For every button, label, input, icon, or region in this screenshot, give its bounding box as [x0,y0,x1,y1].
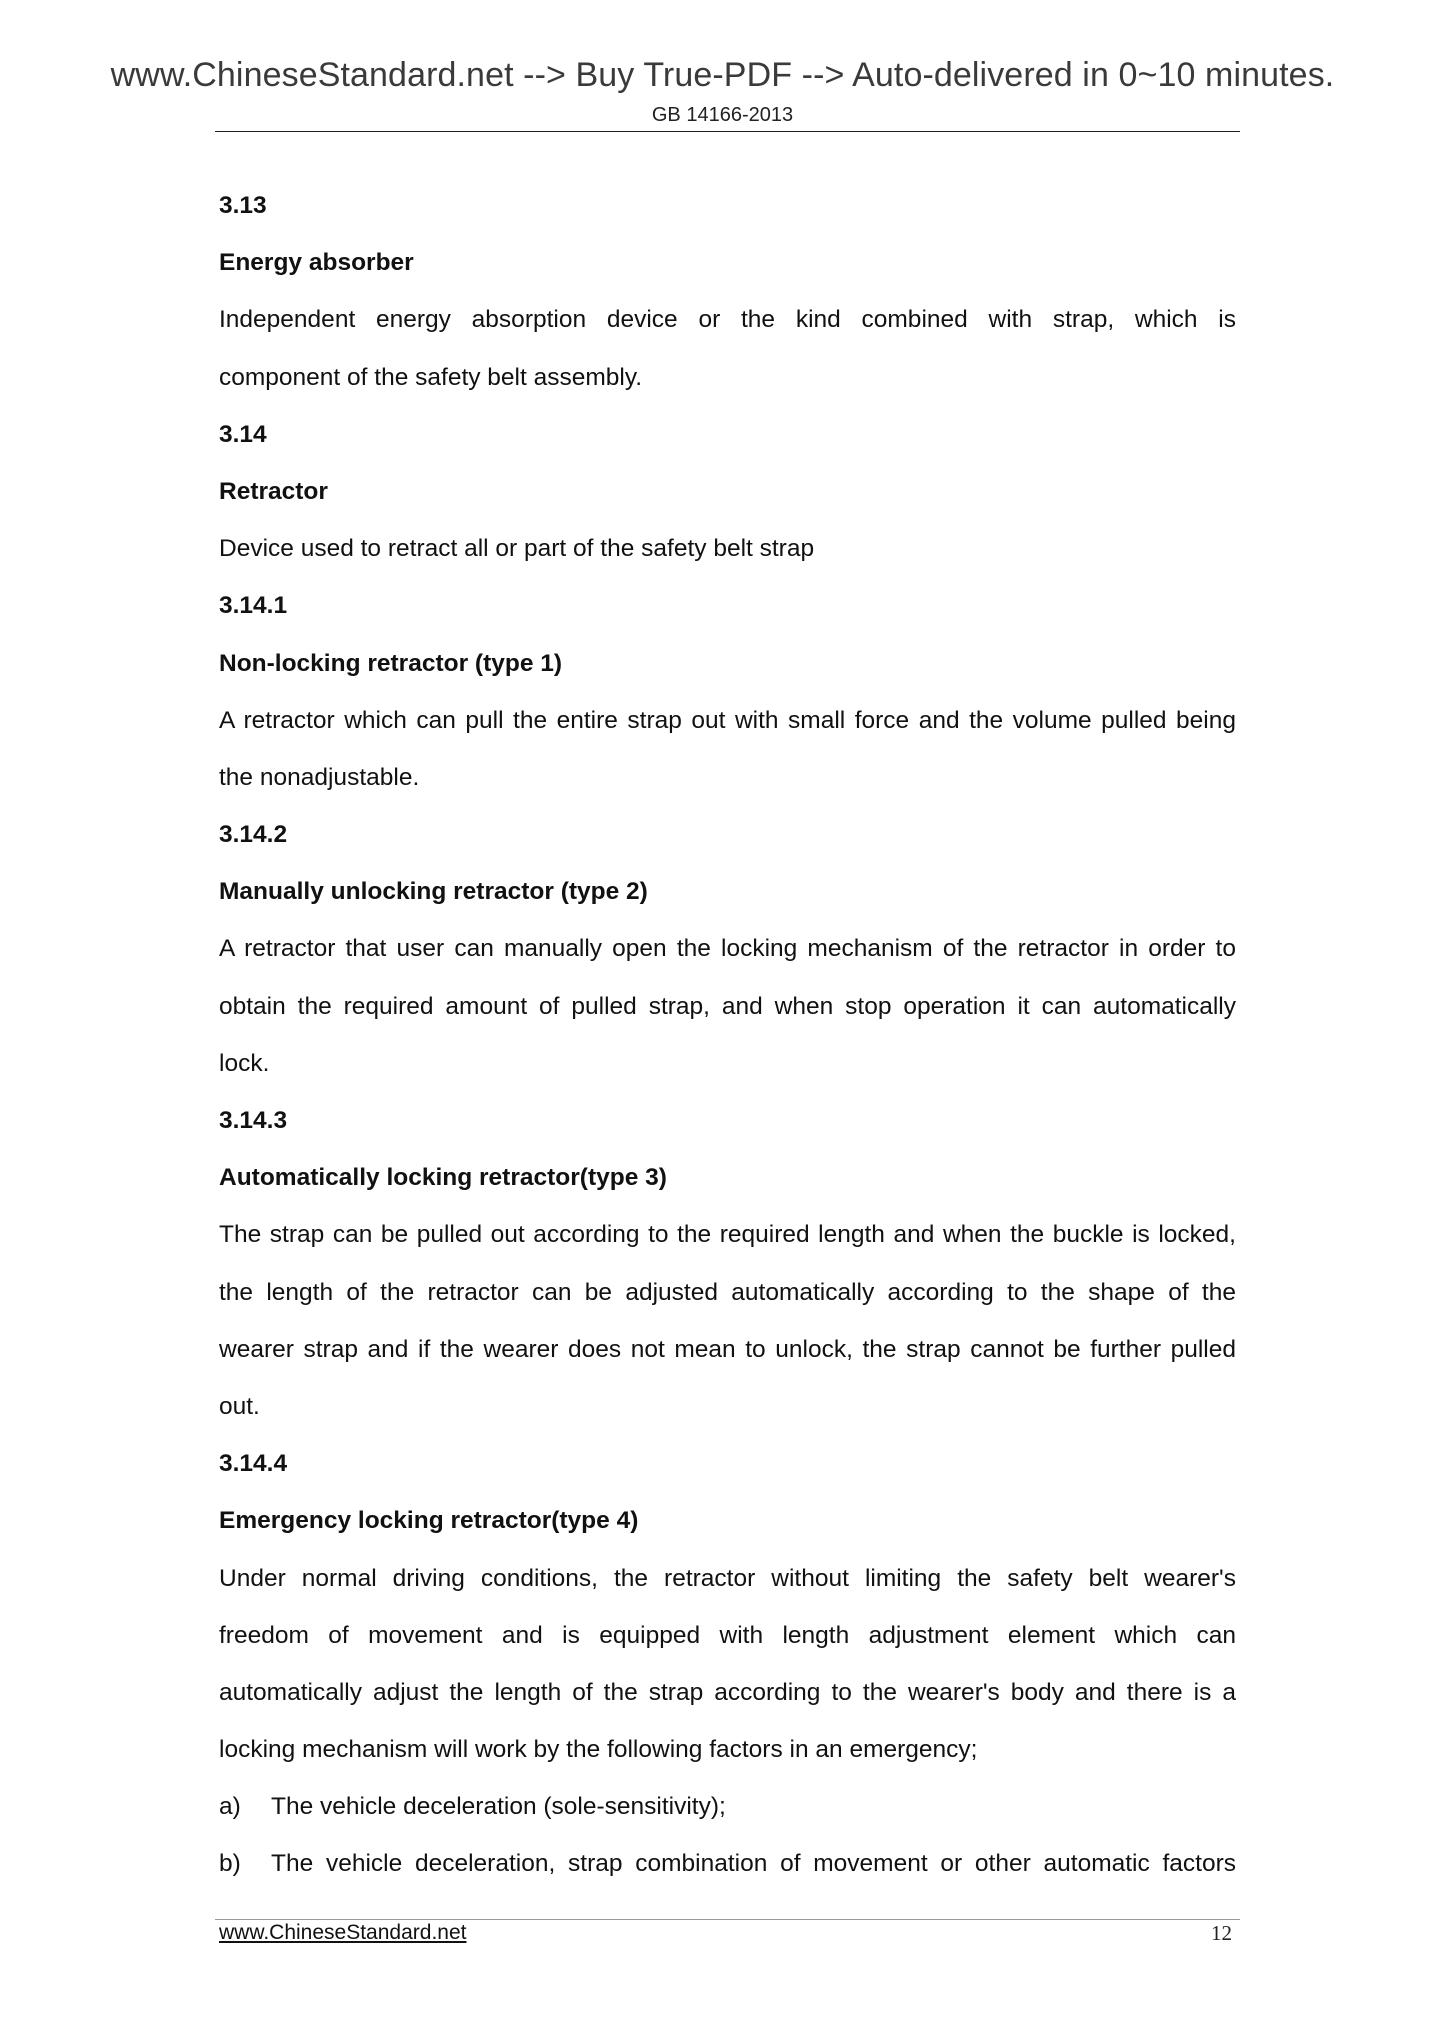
definition-line: component of the safety belt assembly. [219,363,643,391]
definition-line: obtain the required amount of pulled strap, and when stop operation it can automatically [219,992,1236,1020]
section-term: Retractor [219,477,328,505]
section-number: 3.14.4 [219,1450,288,1478]
section-number: 3.13 [219,192,267,219]
section-number: 3.14.3 [219,1107,288,1134]
section-term: Energy absorber [219,249,414,277]
footer-site-link[interactable]: www.ChineseStandard.net [219,1921,467,1944]
list-marker: b) [219,1850,241,1878]
footer-divider [215,1919,1240,1920]
list-item [219,1778,1236,1835]
standard-code: GB 14166-2013 [651,104,794,126]
list-marker: a) [219,1793,241,1821]
definition-line: wearer strap and if the wearer does not mean to unlock, the strap cannot be further pulled [219,1335,1236,1363]
definition-line: freedom of movement and is equipped with length adjustment element which can [219,1621,1236,1649]
section-term: Automatically locking retractor(type 3) [219,1164,667,1192]
definition-line: Under normal driving conditions, the retractor without limiting the safety belt wearer's [219,1564,1236,1592]
header-divider [215,131,1240,132]
definition-line: automatically adjust the length of the strap according to the wearer's body and there is a [219,1678,1236,1706]
page-number: 12 [1211,1921,1232,1945]
definition-line: locking mechanism will work by the following factors in an emergency; [219,1736,978,1764]
list-item-text: The vehicle deceleration, strap combination of movement or other automatic factors [271,1850,1236,1878]
definition-line: the length of the retractor can be adjusted automatically according to the shape of the [219,1278,1236,1306]
header-banner-link[interactable]: www.ChineseStandard.net --> Buy True-PDF --> Auto-delivered in 0~10 minutes. [110,56,1335,94]
list-item [219,1835,1236,1892]
definition-line: Device used to retract all or part of the safety belt strap [219,535,815,563]
document-body [219,177,1236,1893]
list-item-text: The vehicle deceleration (sole-sensitivity); [271,1793,726,1821]
section-number: 3.14.1 [219,592,288,620]
definition-line: Independent energy absorption device or the kind combined with strap, which is [219,306,1236,334]
definition-line: A retractor that user can manually open the locking mechanism of the retractor in order to [219,935,1236,963]
section-term: Manually unlocking retractor (type 2) [219,878,648,906]
section-number: 3.14.2 [219,821,288,849]
definition-line: A retractor which can pull the entire strap out with small force and the volume pulled being [219,706,1236,734]
section-number: 3.14 [219,420,267,448]
section-term: Emergency locking retractor(type 4) [219,1507,639,1535]
definition-line: the nonadjustable. [219,763,420,791]
definition-line: The strap can be pulled out according to the required length and when the buckle is locked, [219,1221,1236,1249]
definition-line: out. [219,1392,260,1420]
section-term: Non-locking retractor (type 1) [219,649,563,677]
definition-line: lock. [219,1049,270,1077]
